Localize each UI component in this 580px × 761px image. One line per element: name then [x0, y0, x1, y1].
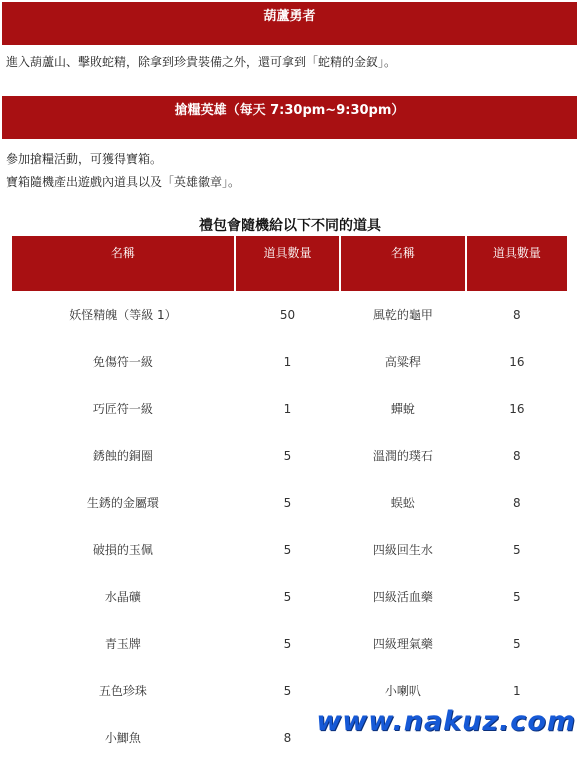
section-banner-grain-hero	[2, 96, 577, 139]
item-name-cell: 小喇叭	[384, 684, 421, 698]
header-name: 名稱	[341, 236, 465, 291]
item-quantity-cell: 1	[283, 354, 292, 369]
section-title: 葫蘆勇者	[263, 9, 316, 24]
item-quantity-cell: 5	[283, 683, 292, 698]
item-name-cell: 破損的玉佩	[92, 543, 153, 557]
item-name-cell: 蜈蚣	[390, 496, 415, 510]
table-row	[12, 620, 567, 667]
item-name-cell: 四級回生水	[372, 543, 433, 557]
item-quantity-cell: 1	[283, 401, 292, 416]
item-name-cell: 四級理氣藥	[372, 637, 433, 651]
item-quantity-cell: 5	[513, 542, 521, 557]
item-quantity-cell: 1	[513, 683, 521, 698]
table-row	[12, 385, 567, 432]
table-row	[12, 432, 567, 479]
item-quantity-cell: 50	[279, 307, 296, 322]
item-name-cell: 水晶礦	[104, 590, 141, 604]
table-header-row	[12, 236, 567, 291]
item-quantity-cell: 16	[509, 354, 525, 369]
item-name-cell: 小鯽魚	[104, 731, 141, 745]
event-description: 參加搶糧活動，可獲得寶箱。	[6, 152, 163, 166]
item-quantity-cell: 5	[283, 495, 292, 510]
item-name-cell: 五色珍珠	[98, 684, 147, 698]
header-quantity: 道具數量	[467, 236, 567, 291]
item-quantity-cell: 8	[513, 448, 521, 463]
item-name-cell: 蟬蛻	[390, 402, 415, 416]
table-row	[12, 526, 567, 573]
item-name-cell: 妖怪精魄（等級 1）	[69, 308, 177, 322]
item-quantity-cell: 5	[513, 589, 521, 604]
reward-description: 寶箱隨機產出遊戲內道具以及「英雄徽章」。	[6, 175, 241, 189]
table-row	[12, 573, 567, 620]
section-banner-hulu-hero	[2, 2, 577, 45]
item-name-cell: 高粱稈	[384, 355, 421, 369]
item-quantity-cell: 8	[283, 730, 292, 745]
item-quantity-cell: 5	[283, 542, 292, 557]
item-name-cell: 銹蝕的銅圈	[92, 449, 153, 463]
item-quantity-cell: 5	[513, 636, 521, 651]
table-row	[12, 479, 567, 526]
item-quantity-cell: 5	[283, 589, 292, 604]
item-name-cell: 生銹的金屬環	[86, 496, 159, 510]
item-name-cell: 風乾的龜甲	[372, 308, 433, 322]
site-watermark: www.nakuz.com	[316, 706, 576, 737]
table-row	[12, 291, 567, 338]
item-quantity-cell: 8	[513, 495, 521, 510]
item-quantity-cell: 5	[283, 448, 292, 463]
header-name: 名稱	[12, 236, 234, 291]
item-name-cell: 青玉牌	[104, 637, 141, 651]
item-name-cell: 巧匠符一級	[92, 402, 153, 416]
table-title: 禮包會隨機給以下不同的道具	[199, 218, 381, 234]
item-name-cell: 四級活血藥	[372, 590, 433, 604]
item-name-cell: 溫潤的璞石	[372, 449, 433, 463]
item-name-cell: 免傷符一級	[92, 355, 153, 369]
item-quantity-cell: 8	[513, 307, 521, 322]
item-quantity-cell: 16	[509, 401, 525, 416]
section-description: 進入葫蘆山、擊敗蛇精，除拿到珍貴裝備之外，還可拿到「蛇精的金釵」。	[6, 55, 397, 69]
header-quantity: 道具數量	[236, 236, 339, 291]
item-quantity-cell: 5	[283, 636, 292, 651]
section-title: 搶糧英雄（每天 7:30pm~9:30pm）	[174, 103, 405, 118]
table-row	[12, 338, 567, 385]
items-table	[10, 236, 569, 761]
